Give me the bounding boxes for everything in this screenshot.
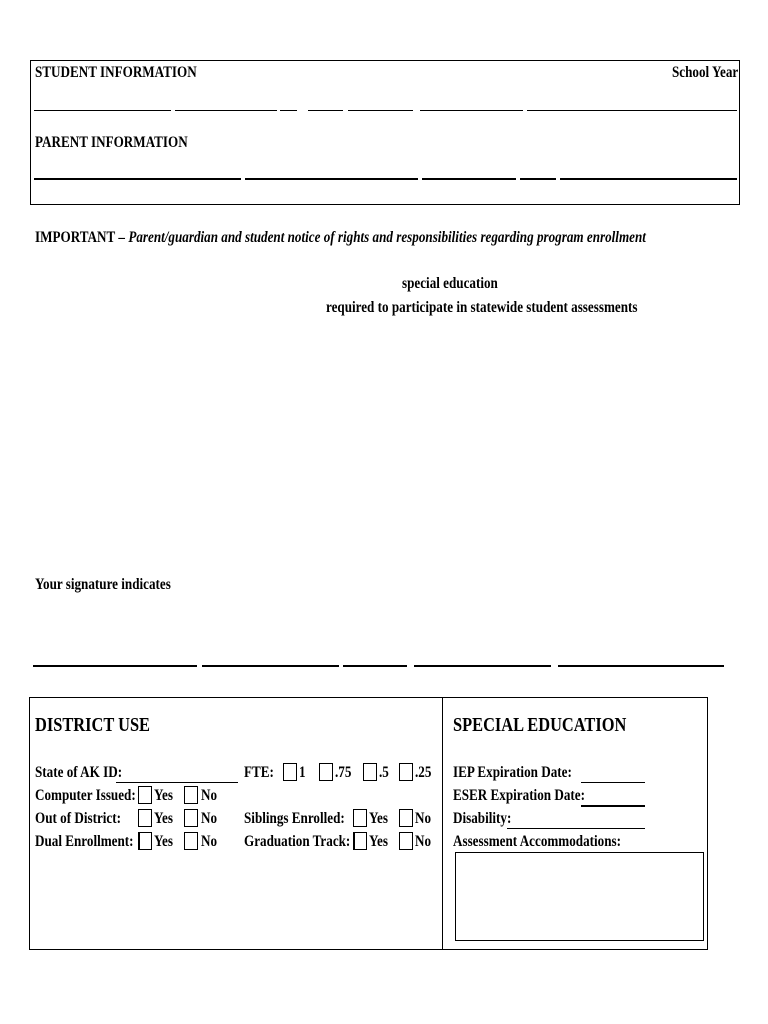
disability-field[interactable] bbox=[507, 828, 645, 829]
fte-5-label: .5 bbox=[379, 764, 389, 781]
parent-field-line[interactable] bbox=[520, 178, 556, 180]
assessment-accommodations-textarea[interactable] bbox=[455, 852, 704, 941]
fte-label: FTE: bbox=[244, 764, 274, 781]
signature-line[interactable] bbox=[558, 665, 724, 667]
computer-issued-label: Computer Issued: bbox=[35, 787, 136, 804]
siblings-yes-checkbox[interactable] bbox=[353, 809, 367, 827]
siblings-yes-label: Yes bbox=[369, 810, 388, 827]
iep-expiration-label: IEP Expiration Date: bbox=[453, 764, 572, 781]
computer-issued-yes-checkbox[interactable] bbox=[138, 786, 152, 804]
computer-issued-yes-label: Yes bbox=[154, 787, 173, 804]
special-education-title: SPECIAL EDUCATION bbox=[453, 714, 627, 736]
state-id-label: State of AK ID: bbox=[35, 764, 123, 781]
parent-field-line[interactable] bbox=[560, 178, 737, 180]
student-field-line[interactable] bbox=[348, 110, 413, 111]
graduation-track-label: Graduation Track: bbox=[244, 833, 351, 850]
parent-info-title: PARENT INFORMATION bbox=[35, 134, 188, 151]
signature-line[interactable] bbox=[343, 665, 407, 667]
fte-5-checkbox[interactable] bbox=[363, 763, 377, 781]
student-field-line[interactable] bbox=[527, 110, 737, 111]
siblings-no-label: No bbox=[415, 810, 432, 827]
dual-enrollment-no-checkbox[interactable] bbox=[184, 832, 198, 850]
district-divider bbox=[442, 697, 443, 950]
assessment-accommodations-label: Assessment Accommodations: bbox=[453, 833, 621, 850]
fte-1-label: 1 bbox=[299, 764, 306, 781]
school-year-label: School Year bbox=[672, 64, 739, 81]
signature-line[interactable] bbox=[202, 665, 339, 667]
fte-1-checkbox[interactable] bbox=[283, 763, 297, 781]
fte-75-checkbox[interactable] bbox=[319, 763, 333, 781]
fte-25-label: .25 bbox=[415, 764, 432, 781]
eser-expiration-label: ESER Expiration Date: bbox=[453, 787, 585, 804]
iep-expiration-field[interactable] bbox=[581, 782, 645, 783]
notice-italic-text: Parent/guardian and student notice of rights and responsibilities regarding program enrollment bbox=[128, 229, 646, 246]
important-label: IMPORTANT bbox=[35, 229, 116, 246]
student-field-line[interactable] bbox=[34, 110, 171, 111]
fte-25-checkbox[interactable] bbox=[399, 763, 413, 781]
siblings-enrolled-label: Siblings Enrolled: bbox=[244, 810, 345, 827]
dual-enrollment-no-label: No bbox=[201, 833, 218, 850]
out-of-district-yes-label: Yes bbox=[154, 810, 173, 827]
graduation-yes-checkbox[interactable] bbox=[353, 832, 367, 850]
siblings-no-checkbox[interactable] bbox=[399, 809, 413, 827]
graduation-no-checkbox[interactable] bbox=[399, 832, 413, 850]
student-field-line[interactable] bbox=[420, 110, 523, 111]
dual-enrollment-label: Dual Enrollment: bbox=[35, 833, 134, 850]
parent-field-line[interactable] bbox=[422, 178, 516, 180]
dual-enrollment-yes-label: Yes bbox=[154, 833, 173, 850]
student-info-title: STUDENT INFORMATION bbox=[35, 64, 197, 81]
eser-expiration-field[interactable] bbox=[581, 805, 645, 807]
computer-issued-no-label: No bbox=[201, 787, 218, 804]
student-field-line[interactable] bbox=[308, 110, 343, 111]
graduation-no-label: No bbox=[415, 833, 432, 850]
signature-line[interactable] bbox=[414, 665, 551, 667]
student-field-line[interactable] bbox=[175, 110, 277, 111]
signature-indicates-text: Your signature indicates bbox=[35, 576, 171, 593]
out-of-district-label: Out of District: bbox=[35, 810, 121, 827]
signature-line[interactable] bbox=[33, 665, 197, 667]
notice-line-statewide-assessments: required to participate in statewide student assessments bbox=[326, 299, 638, 316]
important-notice bbox=[35, 229, 768, 247]
fte-75-label: .75 bbox=[335, 764, 352, 781]
dual-enrollment-yes-checkbox[interactable] bbox=[138, 832, 152, 850]
graduation-yes-label: Yes bbox=[369, 833, 388, 850]
notice-line-special-education: special education bbox=[402, 275, 498, 292]
out-of-district-yes-checkbox[interactable] bbox=[138, 809, 152, 827]
student-field-line[interactable] bbox=[280, 110, 297, 111]
out-of-district-no-label: No bbox=[201, 810, 218, 827]
parent-field-line[interactable] bbox=[245, 178, 418, 180]
notice-dash: – bbox=[115, 229, 129, 246]
district-use-title: DISTRICT USE bbox=[35, 714, 151, 736]
out-of-district-no-checkbox[interactable] bbox=[184, 809, 198, 827]
parent-field-line[interactable] bbox=[34, 178, 241, 180]
state-id-field[interactable] bbox=[116, 782, 238, 783]
computer-issued-no-checkbox[interactable] bbox=[184, 786, 198, 804]
disability-label: Disability: bbox=[453, 810, 512, 827]
